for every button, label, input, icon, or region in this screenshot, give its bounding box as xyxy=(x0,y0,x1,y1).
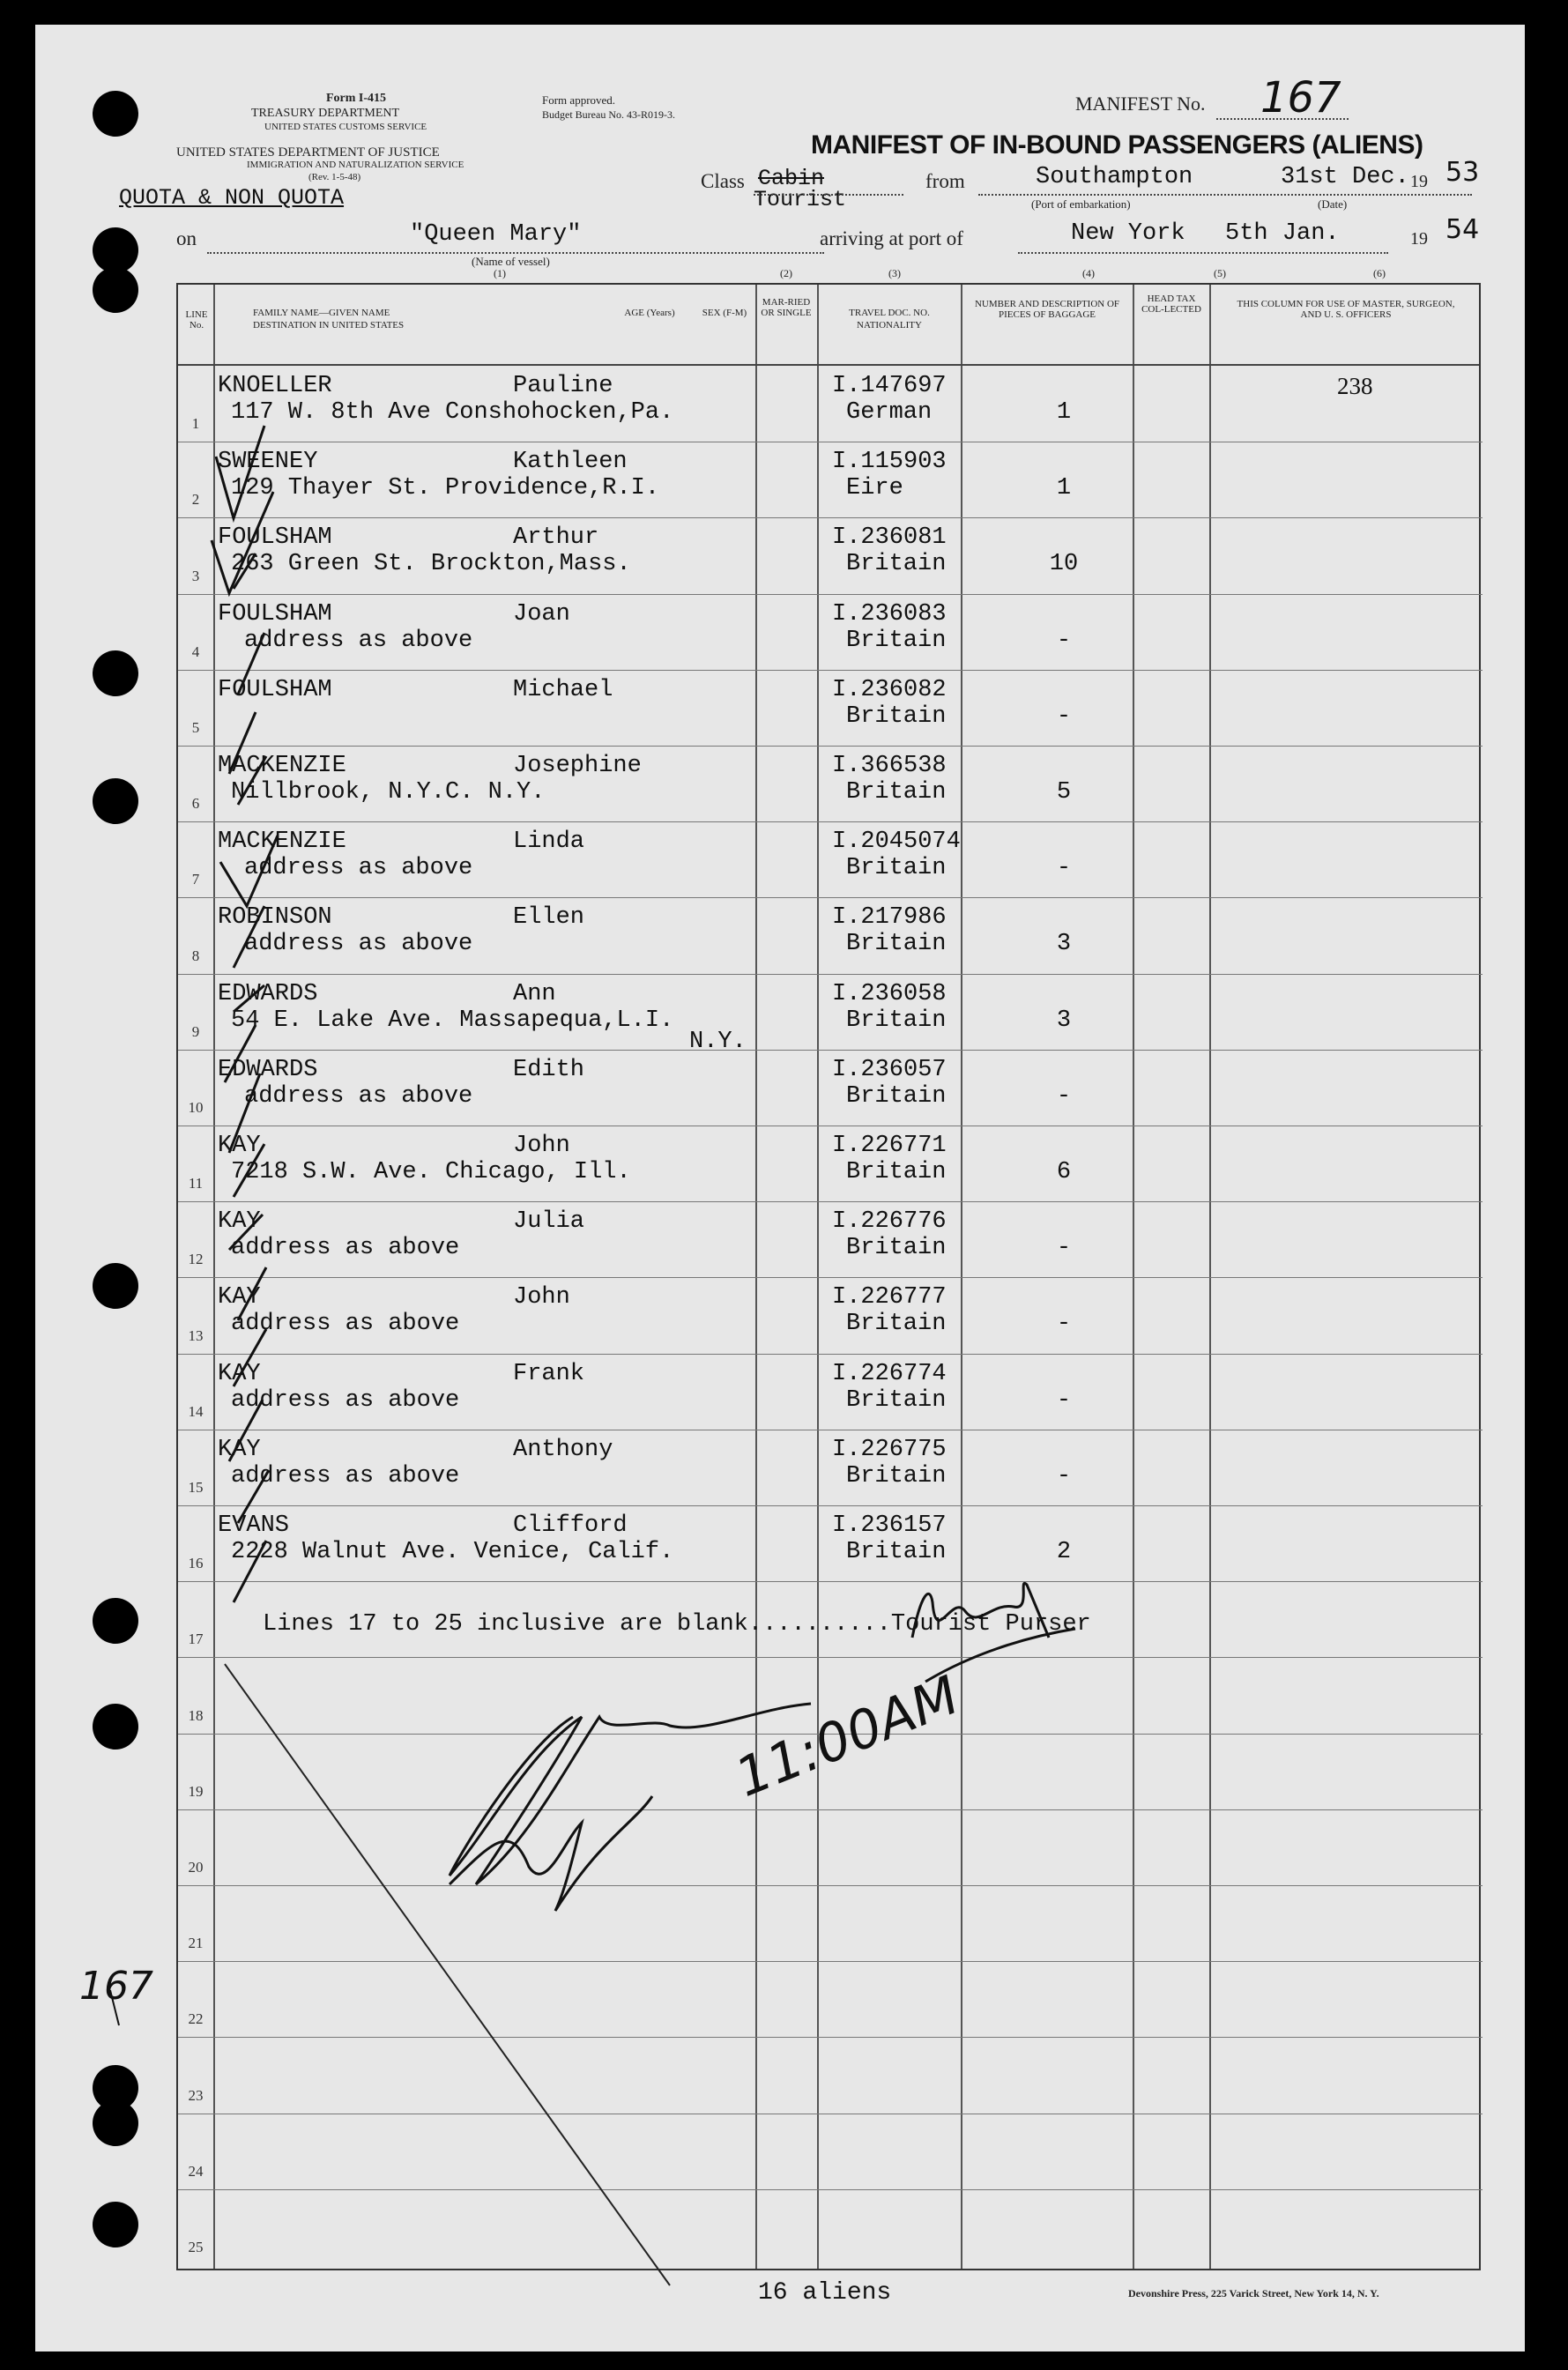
col-num-2: (2) xyxy=(780,267,792,279)
nationality: Britain xyxy=(846,627,947,654)
handwriting-overlay xyxy=(35,25,1525,2351)
given-name: Ann xyxy=(513,980,556,1007)
margin-number: 167 xyxy=(79,1964,153,2009)
baggage-count: 6 xyxy=(1056,1159,1072,1185)
travel-doc-number: I.236057 xyxy=(832,1056,947,1083)
manifest-no-value: 167 xyxy=(1260,73,1341,123)
col-line-no: LINE No. xyxy=(185,309,208,331)
family-name: KAY xyxy=(218,1436,261,1463)
destination-address: address as above xyxy=(244,931,473,958)
nationality: Britain xyxy=(846,1311,947,1338)
given-name: Linda xyxy=(513,828,585,856)
class-label: Class xyxy=(701,170,745,192)
destination-address: 2228 Walnut Ave. Venice, Calif. xyxy=(231,1539,674,1565)
nationality: Britain xyxy=(846,1082,947,1110)
line-number: 13 xyxy=(188,1326,204,1344)
given-name: Frank xyxy=(513,1360,585,1387)
line-number: 15 xyxy=(188,1478,204,1496)
year-embarkation: 53 xyxy=(1445,157,1480,188)
destination-address: address as above xyxy=(231,1235,460,1262)
line-number: 4 xyxy=(191,643,200,660)
travel-doc-number: I.236157 xyxy=(832,1512,947,1539)
line-number: 7 xyxy=(191,871,200,888)
given-name: John xyxy=(513,1133,570,1159)
baggage-count: 3 xyxy=(1056,931,1072,958)
baggage-count: 10 xyxy=(1049,551,1079,578)
nationality: Britain xyxy=(846,1235,947,1262)
baggage-count: - xyxy=(1056,702,1072,730)
family-name: FOULSHAM xyxy=(218,524,332,552)
destination-address: address as above xyxy=(231,1386,460,1414)
travel-doc-number: I.226771 xyxy=(832,1133,947,1159)
family-name: EVANS xyxy=(218,1512,290,1539)
travel-doc-number: I.366538 xyxy=(832,753,947,779)
col-num-4: (4) xyxy=(1082,267,1095,279)
col-officers: THIS COLUMN FOR USE OF MASTER, SURGEON, AND U. S. OFFICERS xyxy=(1237,299,1455,320)
line-number: 6 xyxy=(191,795,200,813)
given-name: Pauline xyxy=(513,373,613,399)
nationality: Britain xyxy=(846,1539,947,1565)
family-name: EDWARDS xyxy=(218,980,318,1007)
travel-doc-number: I.147697 xyxy=(832,373,947,399)
family-name: FOULSHAM xyxy=(218,676,332,703)
travel-doc-number: I.115903 xyxy=(832,449,947,476)
destination-address: address as above xyxy=(244,1082,473,1110)
line-number: 22 xyxy=(188,2010,204,2028)
travel-doc-number: I.2045074 xyxy=(832,828,961,856)
destination-address: address as above xyxy=(231,1311,460,1338)
destination-address: address as above xyxy=(244,627,473,654)
destination-address: 7218 S.W. Ave. Chicago, Ill. xyxy=(231,1159,631,1185)
customs-service: UNITED STATES CUSTOMS SERVICE xyxy=(264,122,427,132)
col-num-5: (5) xyxy=(1214,267,1226,279)
travel-doc-number: I.226776 xyxy=(832,1208,947,1236)
given-name: Clifford xyxy=(513,1512,628,1539)
col-num-6: (6) xyxy=(1373,267,1386,279)
vessel-name: "Queen Mary" xyxy=(410,221,582,248)
baggage-count: 3 xyxy=(1056,1007,1072,1034)
baggage-count: 5 xyxy=(1056,779,1072,806)
family-name: FOULSHAM xyxy=(218,600,332,628)
ins: IMMIGRATION AND NATURALIZATION SERVICE xyxy=(247,160,464,170)
form-approved: Form approved. xyxy=(542,93,616,107)
officer-note: 238 xyxy=(1337,373,1373,399)
line-number: 12 xyxy=(188,1251,204,1268)
col-head-tax: HEAD TAX COL-LECTED xyxy=(1141,293,1201,315)
nationality: Britain xyxy=(846,702,947,730)
baggage-count: - xyxy=(1056,1311,1072,1338)
line-number: 18 xyxy=(188,1706,204,1724)
nationality: Britain xyxy=(846,779,947,806)
col-sex: SEX (F-M) xyxy=(702,308,747,318)
travel-doc-number: I.226774 xyxy=(832,1360,947,1387)
total-aliens: 16 aliens xyxy=(758,2279,892,2307)
nationality: Britain xyxy=(846,551,947,578)
col-name: FAMILY NAME—GIVEN NAME xyxy=(253,308,390,318)
baggage-count: - xyxy=(1056,855,1072,882)
given-name: Julia xyxy=(513,1208,585,1236)
travel-doc-number: I.217986 xyxy=(832,904,947,932)
date-caption: (Date) xyxy=(1318,197,1348,211)
col-destination: DESTINATION IN UNITED STATES xyxy=(253,320,405,331)
family-name: KAY xyxy=(218,1133,261,1159)
given-name: Kathleen xyxy=(513,449,628,476)
nationality: Britain xyxy=(846,855,947,882)
col-nationality: NATIONALITY xyxy=(857,320,922,331)
destination-address: 263 Green St. Brockton,Mass. xyxy=(231,551,631,578)
year-arrival: 54 xyxy=(1445,214,1480,245)
given-name: Arthur xyxy=(513,524,599,552)
manifest-page xyxy=(35,25,1525,2351)
given-name: Michael xyxy=(513,676,613,703)
baggage-count: - xyxy=(1056,1462,1072,1490)
given-name: Joan xyxy=(513,600,570,628)
line-number: 10 xyxy=(188,1098,204,1116)
nationality: Britain xyxy=(846,1159,947,1185)
manifest-no-label: MANIFEST No. xyxy=(1075,93,1206,115)
baggage-count: - xyxy=(1056,1082,1072,1110)
travel-doc-number: I.226775 xyxy=(832,1436,947,1463)
family-name: EDWARDS xyxy=(218,1056,318,1083)
line-number: 17 xyxy=(188,1631,204,1648)
line-number: 16 xyxy=(188,1555,204,1572)
port-arrival: New York xyxy=(1071,220,1185,247)
date-arrival: 5th Jan. xyxy=(1225,220,1340,247)
line-number: 19 xyxy=(188,1782,204,1800)
nationality: Britain xyxy=(846,931,947,958)
nationality: German xyxy=(846,399,933,426)
given-name: Edith xyxy=(513,1056,585,1083)
destination-address: 117 W. 8th Ave Conshohocken,Pa. xyxy=(231,399,674,426)
given-name: Anthony xyxy=(513,1436,613,1463)
nationality: Eire xyxy=(846,475,903,502)
travel-doc-number: I.236081 xyxy=(832,524,947,552)
family-name: KNOELLER xyxy=(218,373,332,399)
family-name: MACKENZIE xyxy=(218,828,346,856)
destination-address: address as above xyxy=(231,1462,460,1490)
vessel-caption: (Name of vessel) xyxy=(472,255,550,268)
line-number: 20 xyxy=(188,1858,204,1876)
col-baggage: NUMBER AND DESCRIPTION OF PIECES OF BAGGAGE xyxy=(974,299,1120,320)
baggage-count: 1 xyxy=(1056,475,1072,502)
family-name: KAY xyxy=(218,1284,261,1311)
quota-stamp: QUOTA & NON QUOTA xyxy=(119,185,345,211)
destination-address: Nillbrook, N.Y.C. N.Y. xyxy=(231,779,546,806)
col-age: AGE (Years) xyxy=(624,308,675,318)
form-number: Form I-415 xyxy=(326,92,387,105)
arriving-label: arriving at port of xyxy=(820,227,963,249)
line-number: 11 xyxy=(188,1175,204,1192)
family-name: MACKENZIE xyxy=(218,753,346,779)
col-num-1: (1) xyxy=(494,267,506,279)
given-name: John xyxy=(513,1284,570,1311)
line-number: 2 xyxy=(191,491,200,509)
printer-imprint: Devonshire Press, 225 Varick Street, New York 14, N. Y. xyxy=(1128,2287,1379,2299)
on-label: on xyxy=(176,227,197,249)
col-travel-doc: TRAVEL DOC. NO. xyxy=(849,308,930,318)
from-label: from xyxy=(925,170,965,192)
class-struck: Cabin xyxy=(758,166,825,191)
family-name: KAY xyxy=(218,1208,261,1236)
revision: (Rev. 1-5-48) xyxy=(308,172,361,182)
line-number: 1 xyxy=(191,415,200,433)
blank-lines-note: Lines 17 to 25 inclusive are blank..........Tourist Purser xyxy=(263,1611,1091,1638)
baggage-count: 2 xyxy=(1056,1539,1072,1565)
baggage-count: - xyxy=(1056,1235,1072,1262)
travel-doc-number: I.236083 xyxy=(832,600,947,628)
travel-doc-number: I.236058 xyxy=(832,980,947,1007)
destination-address: address as above xyxy=(244,855,473,882)
family-name: SWEENEY xyxy=(218,449,318,476)
destination-address: 129 Thayer St. Providence,R.I. xyxy=(231,475,660,502)
travel-doc-number: I.236082 xyxy=(832,676,947,703)
destination-address: 54 E. Lake Ave. Massapequa,L.I. xyxy=(231,1007,674,1034)
line-number: 24 xyxy=(188,2162,204,2180)
line-number: 5 xyxy=(191,718,200,736)
date-embarkation: 31st Dec. xyxy=(1281,164,1409,190)
family-name: ROBINSON xyxy=(218,904,332,932)
travel-doc-number: I.226777 xyxy=(832,1284,947,1311)
doj: UNITED STATES DEPARTMENT OF JUSTICE xyxy=(176,145,440,160)
given-name: Ellen xyxy=(513,904,585,932)
line-number: 21 xyxy=(188,1935,204,1952)
destination-address-line2: N.Y. xyxy=(689,1028,747,1055)
baggage-count: - xyxy=(1056,627,1072,654)
given-name: Josephine xyxy=(513,753,642,779)
line-number: 3 xyxy=(191,567,200,584)
port-embarkation: Southampton xyxy=(1036,164,1193,190)
budget-bureau: Budget Bureau No. 43-R019-3. xyxy=(542,108,675,121)
treasury-dept: TREASURY DEPARTMENT xyxy=(251,107,400,120)
nationality: Britain xyxy=(846,1386,947,1414)
handwritten-time: 11:00AM xyxy=(727,1664,968,1809)
year-prefix-arrival: 19 xyxy=(1410,229,1428,249)
baggage-count: - xyxy=(1056,1386,1072,1414)
col-num-3: (3) xyxy=(888,267,901,279)
line-number: 25 xyxy=(188,2238,204,2255)
nationality: Britain xyxy=(846,1462,947,1490)
year-prefix: 19 xyxy=(1410,172,1428,191)
family-name: KAY xyxy=(218,1360,261,1387)
line-number: 14 xyxy=(188,1402,204,1420)
class-value: Tourist xyxy=(754,187,847,212)
port-embark-caption: (Port of embarkation) xyxy=(1031,197,1131,211)
col-married: MAR-RIED OR SINGLE xyxy=(761,297,812,318)
baggage-count: 1 xyxy=(1056,399,1072,426)
line-number: 8 xyxy=(191,947,200,964)
nationality: Britain xyxy=(846,1007,947,1034)
line-number: 9 xyxy=(191,1022,200,1040)
line-number: 23 xyxy=(188,2086,204,2104)
manifest-title: MANIFEST OF IN-BOUND PASSENGERS (ALIENS) xyxy=(811,130,1423,160)
